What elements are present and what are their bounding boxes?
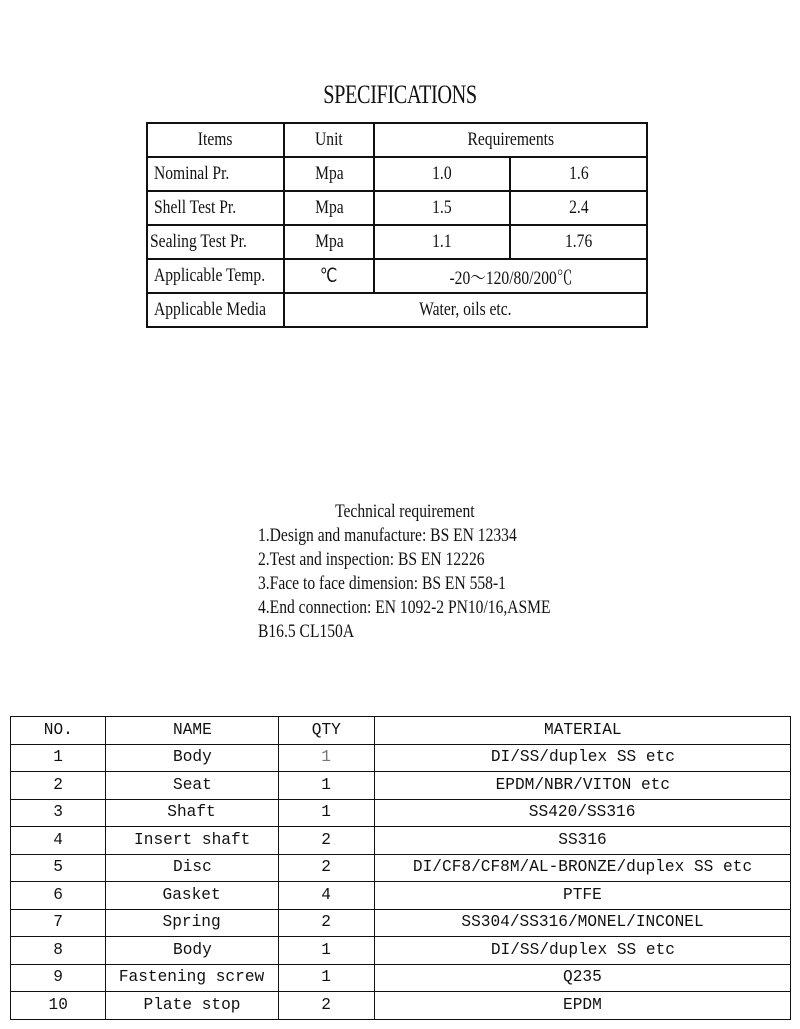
technical-line: B16.5 CL150A [258, 621, 355, 642]
table-row [11, 937, 791, 965]
part-name: Body [106, 937, 279, 965]
part-material: SS420/SS316 [375, 799, 791, 827]
part-no: 8 [11, 937, 106, 965]
parts-header-qty: QTY [279, 717, 375, 745]
table-row [11, 992, 791, 1020]
spec-unit: Mpa [284, 157, 374, 191]
spec-item: Nominal Pr. [147, 157, 284, 191]
spec-header-items: Items [147, 123, 284, 157]
part-qty: 1 [279, 937, 375, 965]
part-material: DI/CF8/CF8M/AL-BRONZE/duplex SS etc [375, 854, 791, 882]
part-name: Seat [106, 772, 279, 800]
table-row [11, 964, 791, 992]
table-row [11, 854, 791, 882]
spec-value-a: 1.5 [374, 191, 510, 225]
spec-row [147, 157, 647, 191]
table-row [11, 744, 791, 772]
parts-header-no: NO. [11, 717, 106, 745]
part-no: 1 [11, 744, 106, 772]
spec-header-row [147, 123, 647, 157]
spec-value-a: 1.1 [374, 225, 510, 259]
part-no: 6 [11, 882, 106, 910]
part-material: SS316 [375, 827, 791, 855]
part-no: 10 [11, 992, 106, 1020]
part-material: EPDM [375, 992, 791, 1020]
part-name: Insert shaft [106, 827, 279, 855]
parts-header-material: MATERIAL [375, 717, 791, 745]
spec-value-b: 2.4 [510, 191, 647, 225]
spec-header-requirements: Requirements [374, 123, 647, 157]
part-qty: 2 [279, 854, 375, 882]
part-qty: 1 [279, 744, 375, 772]
part-material: PTFE [375, 882, 791, 910]
part-qty: 2 [279, 992, 375, 1020]
part-no: 5 [11, 854, 106, 882]
part-qty: 1 [279, 964, 375, 992]
part-no: 9 [11, 964, 106, 992]
part-material: EPDM/NBR/VITON etc [375, 772, 791, 800]
parts-header-name: NAME [106, 717, 279, 745]
technical-line: 2.Test and inspection: BS EN 12226 [258, 549, 485, 570]
part-qty: 2 [279, 909, 375, 937]
part-name: Shaft [106, 799, 279, 827]
part-material: DI/SS/duplex SS etc [375, 937, 791, 965]
part-material: DI/SS/duplex SS etc [375, 744, 791, 772]
spec-value-a: 1.0 [374, 157, 510, 191]
spec-value: -20～120/80/200℃ [374, 259, 647, 293]
part-qty: 2 [279, 827, 375, 855]
part-qty: 1 [279, 799, 375, 827]
part-name: Spring [106, 909, 279, 937]
parts-header-row [11, 717, 791, 745]
spec-row [147, 225, 647, 259]
part-no: 7 [11, 909, 106, 937]
parts-table [10, 716, 791, 1020]
part-material: SS304/SS316/MONEL/INCONEL [375, 909, 791, 937]
spec-row-temp [147, 259, 647, 293]
part-material: Q235 [375, 964, 791, 992]
technical-requirements [258, 500, 678, 644]
spec-value-b: 1.6 [510, 157, 647, 191]
part-qty: 1 [279, 772, 375, 800]
spec-row [147, 191, 647, 225]
spec-unit: ℃ [284, 259, 374, 293]
table-row [11, 772, 791, 800]
spec-value: Water, oils etc. [284, 293, 647, 327]
spec-header-unit: Unit [284, 123, 374, 157]
spec-item: Sealing Test Pr. [147, 225, 284, 259]
part-name: Disc [106, 854, 279, 882]
table-row [11, 882, 791, 910]
part-no: 2 [11, 772, 106, 800]
spec-unit: Mpa [284, 225, 374, 259]
part-no: 4 [11, 827, 106, 855]
spec-item: Applicable Temp. [147, 259, 284, 293]
part-qty: 4 [279, 882, 375, 910]
spec-unit: Mpa [284, 191, 374, 225]
specifications-title: SPECIFICATIONS [323, 80, 477, 109]
part-name: Plate stop [106, 992, 279, 1020]
part-no: 3 [11, 799, 106, 827]
spec-item: Shell Test Pr. [147, 191, 284, 225]
table-row [11, 909, 791, 937]
part-name: Gasket [106, 882, 279, 910]
spec-value-b: 1.76 [510, 225, 647, 259]
table-row [11, 799, 791, 827]
specifications-table [146, 122, 648, 328]
table-row [11, 827, 791, 855]
technical-heading: Technical requirement [335, 501, 475, 522]
part-name: Body [106, 744, 279, 772]
spec-item: Applicable Media [147, 293, 284, 327]
technical-line: 1.Design and manufacture: BS EN 12334 [258, 525, 517, 546]
technical-line: 3.Face to face dimension: BS EN 558-1 [258, 573, 506, 594]
technical-line: 4.End connection: EN 1092-2 PN10/16,ASME [258, 597, 551, 618]
part-name: Fastening screw [106, 964, 279, 992]
spec-row-media [147, 293, 647, 327]
